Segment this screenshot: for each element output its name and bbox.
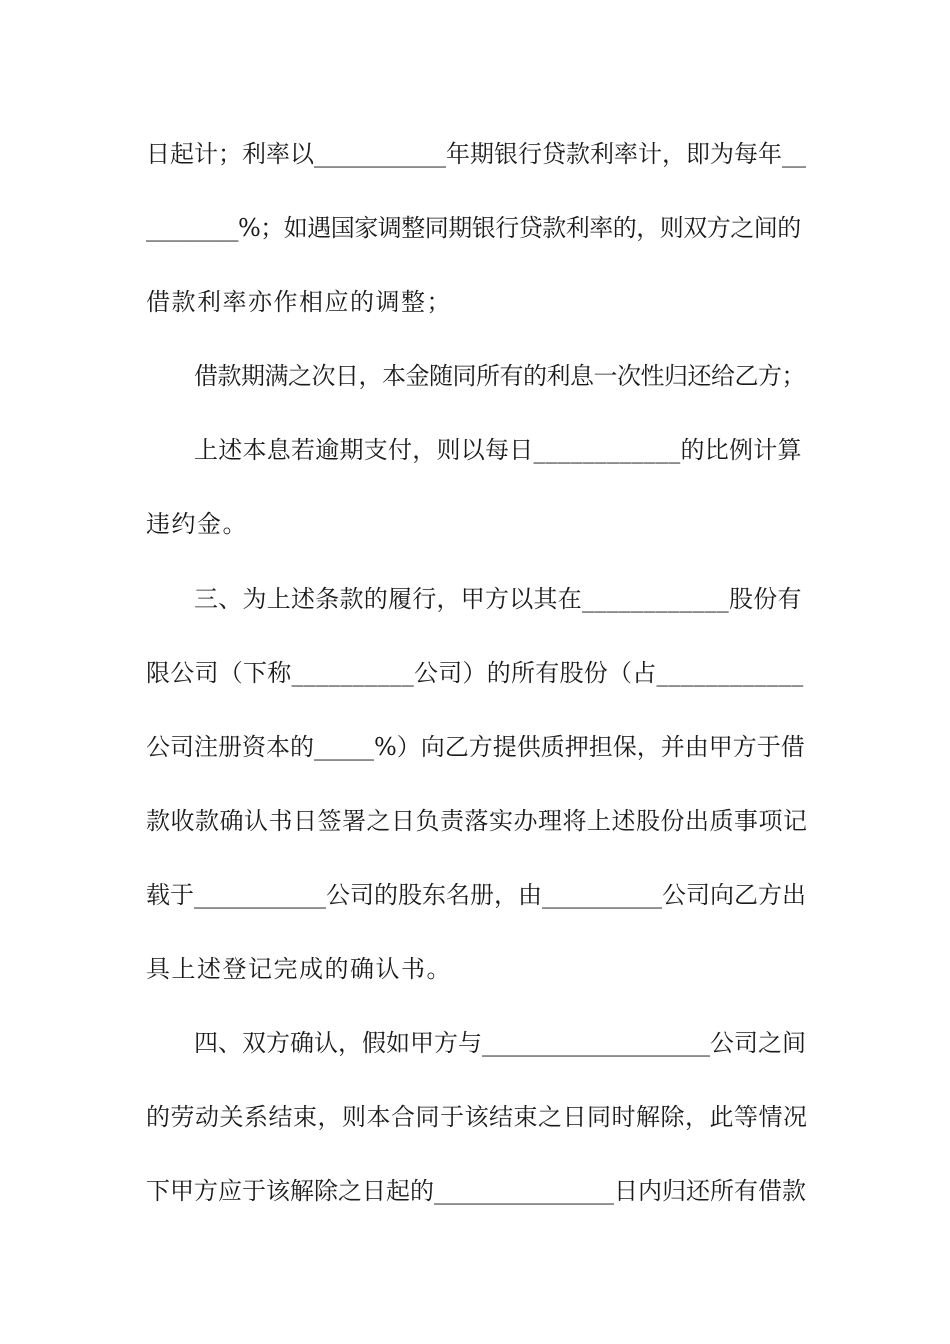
text-line: 上述本息若逾期支付，则以每日____________的比例计算 (194, 436, 802, 464)
text-line: 违约金。 (146, 510, 248, 538)
text-line: 借款期满之次日，本金随同所有的利息一次性归还给乙方； (194, 362, 805, 390)
text-line: 具上述登记完成的确认书。 (146, 955, 452, 983)
text-line: 日起计；利率以___________年期银行贷款利率计，即为每年__ (146, 140, 806, 168)
text-line: 款收款确认书日签署之日负责落实办理将上述股份出质事项记 (146, 807, 808, 835)
text-line: 限公司（下称__________公司）的所有股份（占____________ (146, 659, 804, 687)
text-line: ________%；如遇国家调整同期银行贷款利率的，则双方之间的 (146, 214, 801, 242)
text-line: 载于___________公司的股东名册，由__________公司向乙方出 (146, 881, 806, 909)
text-line: 下甲方应于该解除之日起的_______________日内归还所有借款 (146, 1177, 806, 1205)
text-line: 四、双方确认，假如甲方与___________________公司之间 (194, 1029, 806, 1057)
text-line: 的劳动关系结束，则本合同于该结束之日同时解除，此等情况 (146, 1103, 808, 1131)
text-line: 借款利率亦作相应的调整； (146, 288, 452, 316)
text-line: 三、为上述条款的履行，甲方以其在____________股份有 (194, 585, 802, 613)
text-line: 公司注册资本的_____%）向乙方提供质押担保，并由甲方于借 (146, 733, 805, 761)
